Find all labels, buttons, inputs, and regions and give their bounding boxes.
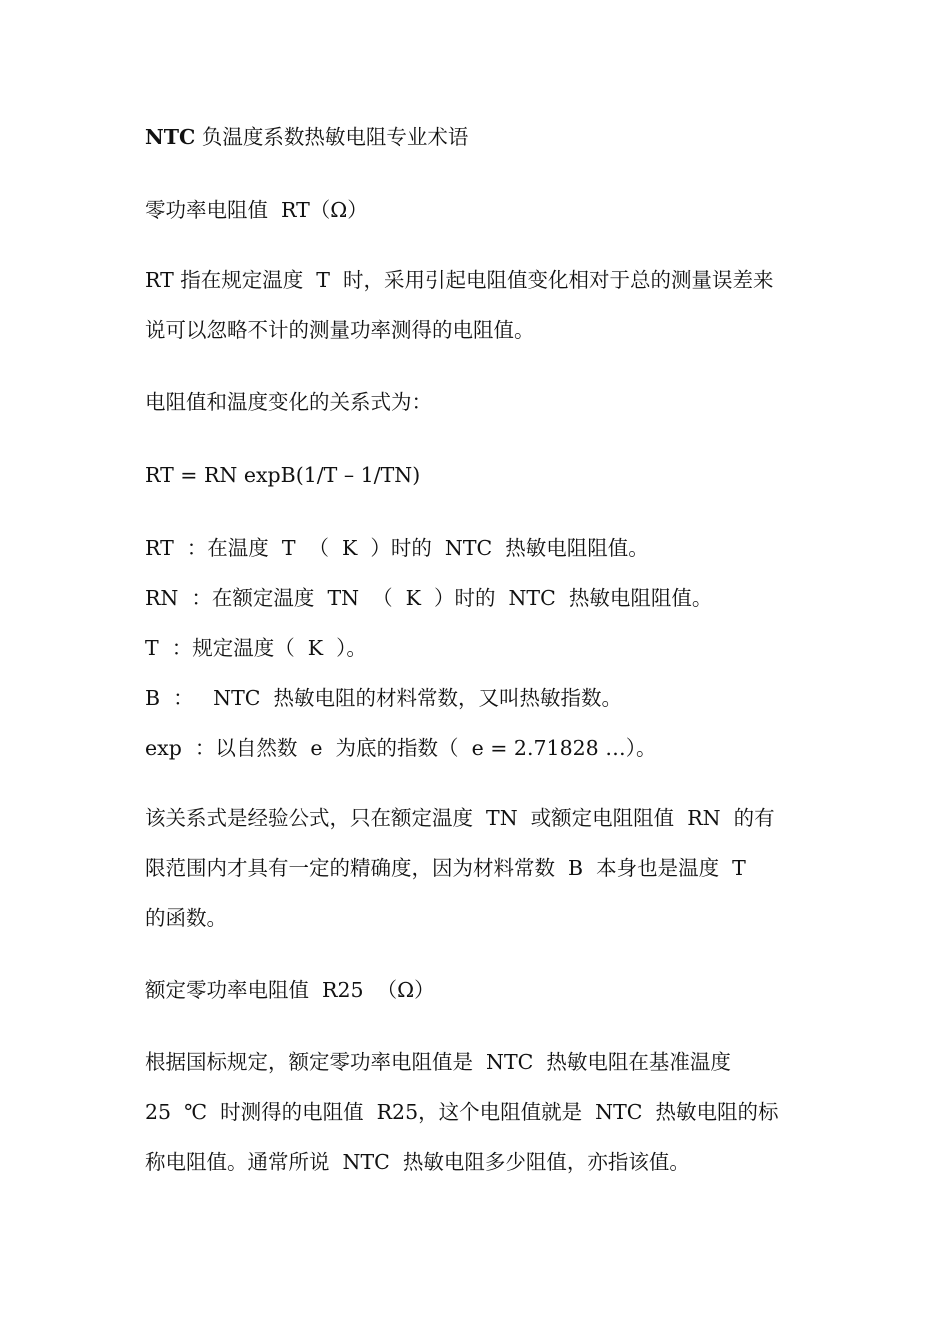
- title-prefix: NTC: [145, 125, 196, 149]
- paragraph-r25-line-2: 25 ℃ 时测得的电阻值 R25，这个电阻值就是 NTC 热敏电阻的标: [145, 1100, 779, 1124]
- title-text: 负温度系数热敏电阻专业术语: [195, 125, 469, 149]
- paragraph-r25-line-3: 称电阻值。通常所说 NTC 热敏电阻多少阻值，亦指该值。: [145, 1150, 690, 1174]
- definition-rt: RT ：在温度 T （ K ）时的 NTC 热敏电阻阻值。: [145, 536, 649, 560]
- definition-b: B ： NTC 热敏电阻的材料常数，又叫热敏指数。: [145, 686, 622, 710]
- definition-t: T ：规定温度（ K ）。: [145, 636, 367, 660]
- paragraph-rt-line-2: 说可以忽略不计的测量功率测得的电阻值。: [145, 318, 535, 342]
- section-heading-r25: 额定零功率电阻值 R25 （Ω）: [145, 978, 435, 1002]
- note-line-3: 的函数。: [145, 906, 227, 930]
- paragraph-rt-line-1: RT 指在规定温度 T 时，采用引起电阻值变化相对于总的测量误差来: [145, 268, 774, 292]
- definition-rn: RN ：在额定温度 TN （ K ）时的 NTC 热敏电阻阻值。: [145, 586, 713, 610]
- definition-exp: exp ：以自然数 e 为底的指数（ e = 2.71828 …）。: [145, 736, 657, 760]
- relation-intro: 电阻值和温度变化的关系式为：: [145, 390, 432, 414]
- note-line-1: 该关系式是经验公式，只在额定温度 TN 或额定电阻阻值 RN 的有: [145, 806, 775, 830]
- formula: RT = RN expB(1/T – 1/TN): [145, 463, 421, 487]
- document-title: [145, 123, 468, 151]
- note-line-2: 限范围内才具有一定的精确度，因为材料常数 B 本身也是温度 T: [145, 856, 746, 880]
- paragraph-r25-line-1: 根据国标规定，额定零功率电阻值是 NTC 热敏电阻在基准温度: [145, 1050, 731, 1074]
- section-heading-rt: 零功率电阻值 RT（Ω）: [145, 198, 368, 222]
